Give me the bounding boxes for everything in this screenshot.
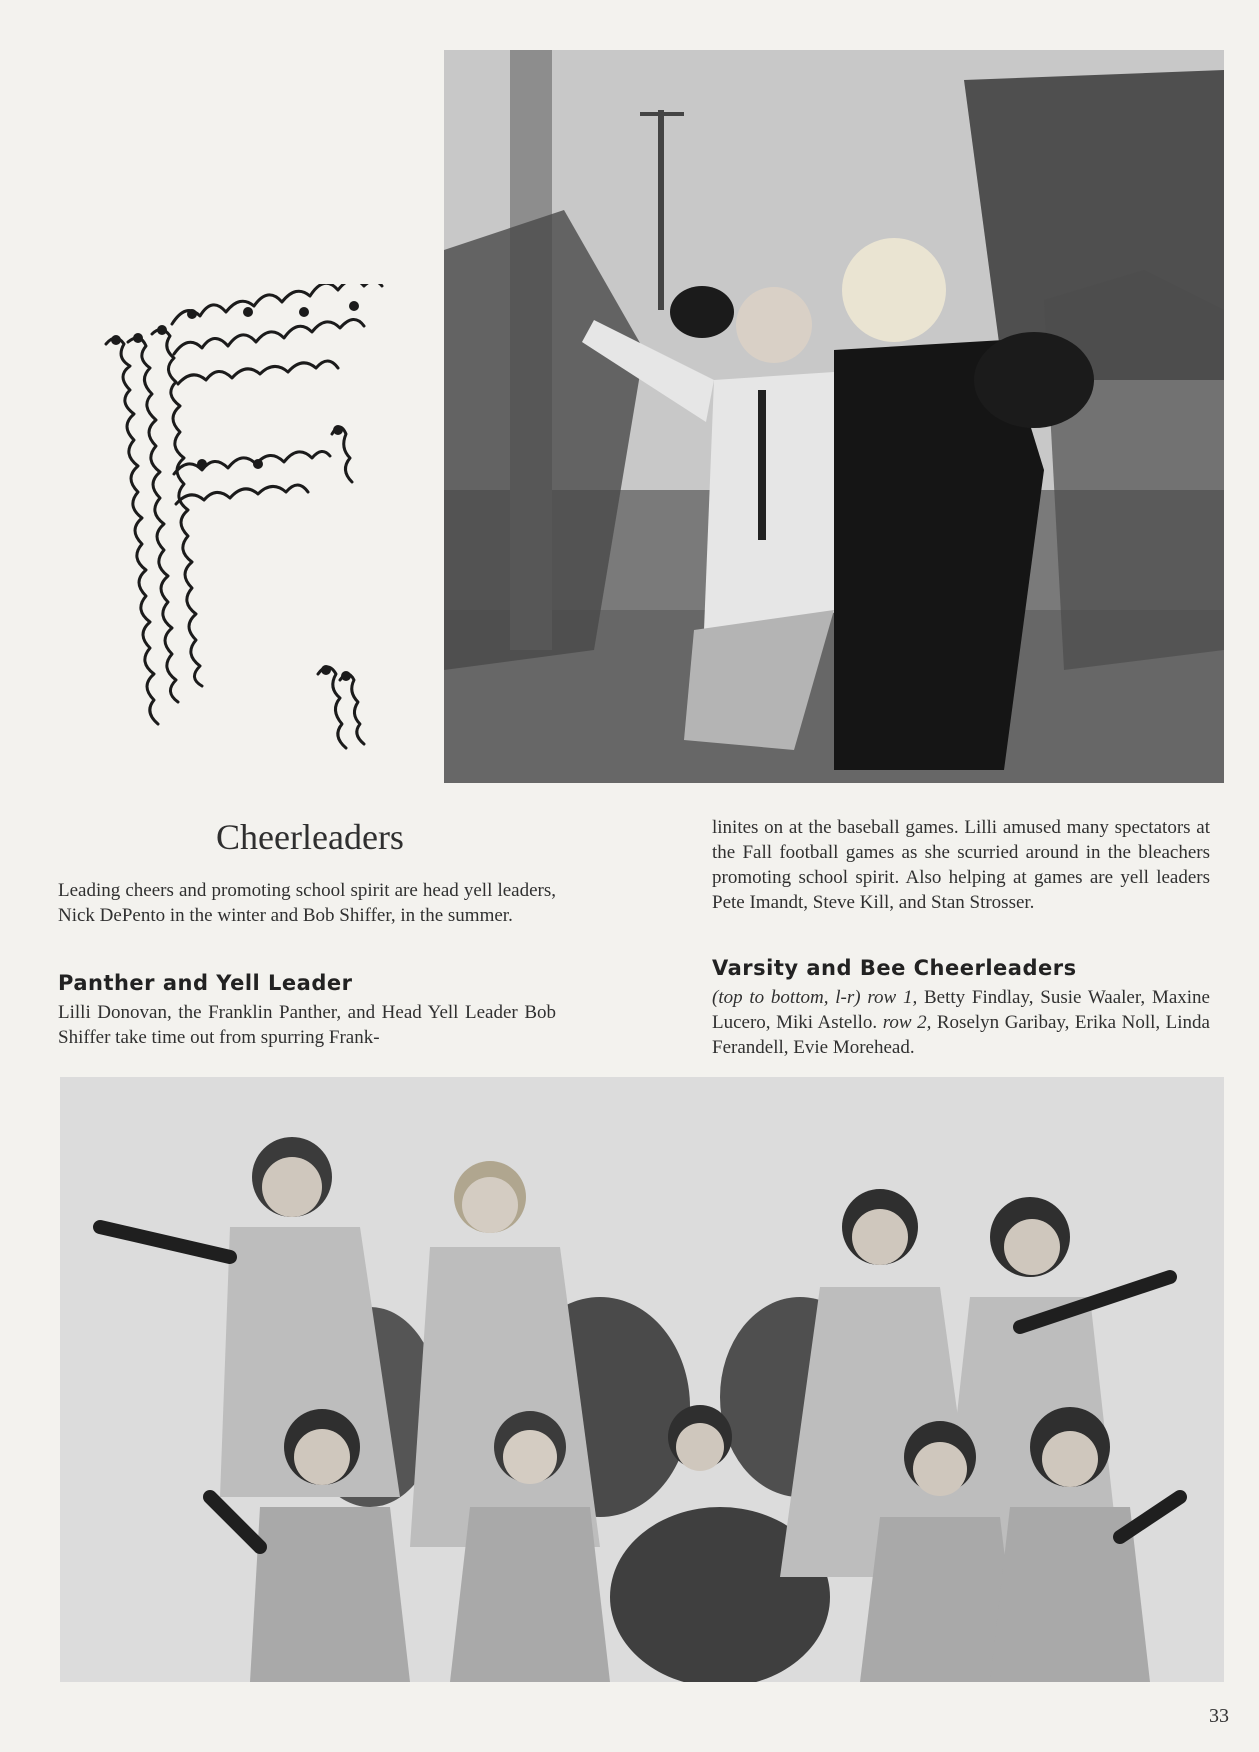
panther-paragraph: Lilli Donovan, the Franklin Panther, and Head Yell Leader Bob Shiffer take time out from spurring Frank- (58, 1002, 556, 1048)
varsity-subheading: Varsity and Bee Cheerleaders (712, 956, 1077, 980)
caption-row2-label: row 2, (882, 1012, 932, 1033)
section-title: Cheerleaders (216, 817, 404, 857)
continued-paragraph: linites on at the baseball games. Lilli amused many spectators at the Fall football games as she scurried around in the bleachers promoting school spirit. Also helping at games are yell leaders Pete Imandt, Steve Kill, and Stan Strosser. (712, 817, 1210, 913)
panther-yell-leader-photo (444, 50, 1224, 783)
caption-order-note: (top to bottom, l-r) row 1, (712, 987, 918, 1008)
caption-row2-names: Roselyn Garibay, Erika Noll, Linda Ferandell, Evie Morehead. (712, 1012, 1210, 1058)
panther-subheading: Panther and Yell Leader (58, 971, 353, 995)
cheerleaders-group-photo (60, 1077, 1224, 1682)
decorative-f-logo (92, 284, 404, 774)
varsity-caption (712, 985, 1210, 1060)
page-number: 33 (1209, 1705, 1229, 1727)
intro-paragraph: Leading cheers and promoting school spirit are head yell leaders, Nick DePento in the winter and Bob Shiffer, in the summer. (58, 880, 556, 926)
caption-row1-names: Betty Findlay, Susie Waaler, Maxine Lucero, Miki Astello. (712, 987, 1210, 1033)
